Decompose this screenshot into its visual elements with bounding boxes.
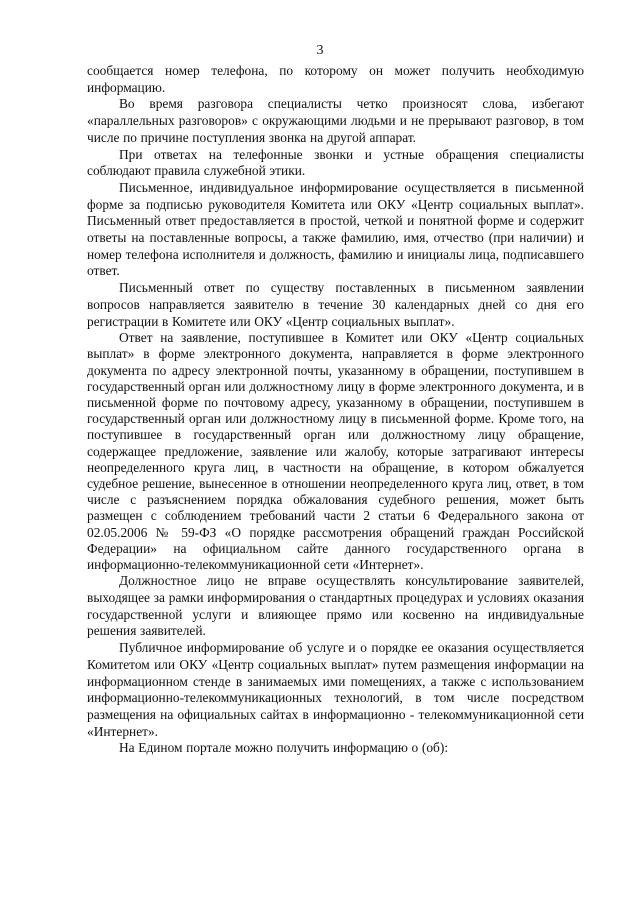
paragraph-response-deadline: Письменный ответ по существу поставленных в письменном заявлении вопросов направляется заявителю в течение 30 календарных дней со дня его регистрации в Комитете или ОКУ «Центр социальных выплат». xyxy=(87,280,584,329)
paragraph-service-ethics: При ответах на телефонные звонки и устные обращения специалисты соблюдают правила служебной этики. xyxy=(87,146,584,179)
paragraph-public-informing: Публичное информирование об услуге и о порядке ее оказания осуществляется Комитетом или ОКУ «Центр социальных выплат» путем размещения информации на информационном стенде в занимаемых ими помещениях, а также с использованием информационно-телекоммуникационных технологий, в том числе посредством размещения на официальных сайтах в информационно - телекоммуникационной сети «Интернет». xyxy=(87,640,584,739)
paragraph-speech-rules: Во время разговора специалисты четко произносят слова, избегают «параллельных разговоров» с окружающими людьми и не прерывают разговор, в том числе по причине поступления звонка на другой аппарат. xyxy=(87,96,584,145)
page-number: 3 xyxy=(316,43,324,58)
paragraph-unified-portal: На Едином портале можно получить информацию о (об): xyxy=(119,740,449,756)
document-body xyxy=(87,63,584,757)
paragraph-consulting-limits: Должностное лицо не вправе осуществлять консультирование заявителей, выходящее за рамки информирования о стандартных процедурах и условиях оказания государственной услуги и влияющее прямо или косвенно на индивидуальные решения заявителей. xyxy=(87,573,584,639)
paragraph-continuation: сообщается номер телефона, по которому он может получить необходимую информацию. xyxy=(87,63,584,95)
paragraph-written-informing: Письменное, индивидуальное информирование осуществляется в письменной форме за подписью руководителя Комитета или ОКУ «Центр социальных выплат». Письменный ответ предоставляется в простой, четкой и понятной форме и содержит ответы на поставленные вопросы, а также фамилию, имя, отчество (при наличии) и номер телефона исполнителя и должность, фамилию и инициалы лица, подписавшего ответ. xyxy=(87,179,584,279)
paragraph-electronic-response: Ответ на заявление, поступившее в Комитет или ОКУ «Центр социальных выплат» в форме электронного документа, направляется в форме электронного документа по адресу электронной почты, указанному в обращении, поступившем в государственный орган или должностному лицу в форме электронного документа, и в письменной форме по почтовому адресу, указанному в обращении, поступившем в государственный орган или должностному лицу в письменной форме. Кроме того, на поступившее в государственный орган или должностному лицу обращение, содержащее предложение, заявление или жалобу, которые затрагивают интересы неопределенного круга лиц, в частности на обращение, в котором обжалуется судебное решение, вынесенное в отношении неопределенного круга лиц, ответ, в том числе с разъяснением порядка обжалования судебного решения, может быть размещен с соблюдением требований части 2 статьи 6 Федерального закона от 02.05.2006 № 59-ФЗ «О порядке рассмотрения обращений граждан Российской Федерации» на официальном сайте данного государственного органа в информационно-телекоммуникационной сети «Интернет». xyxy=(87,330,584,573)
